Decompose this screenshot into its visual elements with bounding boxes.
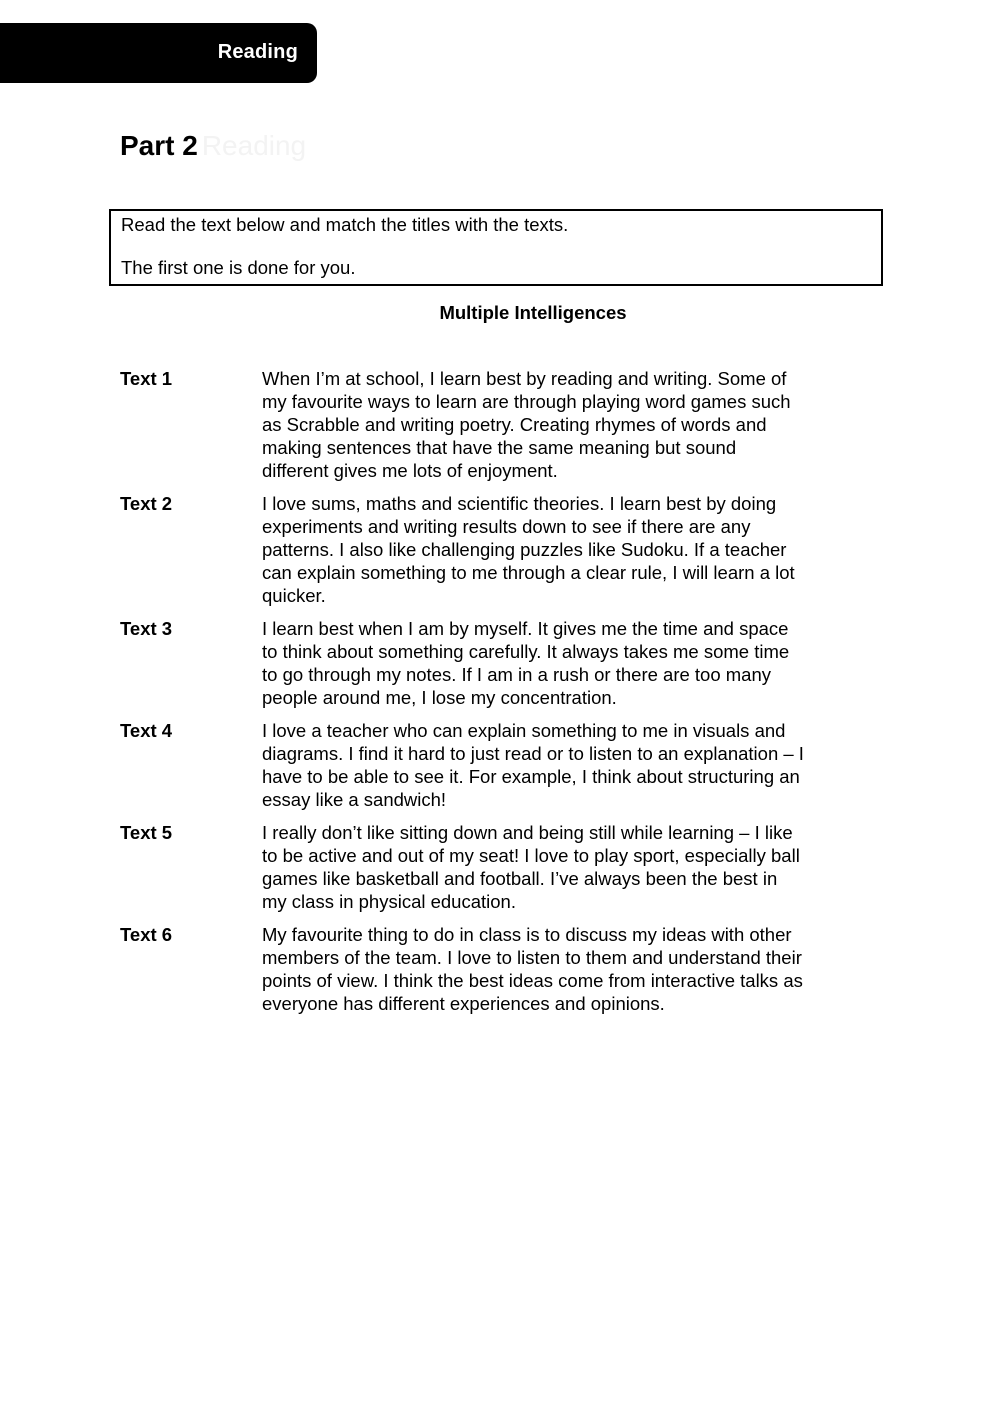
entry-label: Text 4 (120, 720, 173, 741)
part-subtitle-ghost: Reading (201, 130, 307, 161)
text-entry-6 (120, 923, 820, 1015)
entry-label: Text 2 (120, 493, 173, 514)
entry-label: Text 6 (120, 924, 173, 945)
instruction-box (109, 209, 883, 286)
section-tab (0, 23, 317, 83)
entry-label: Text 3 (120, 618, 173, 639)
entry-label: Text 1 (120, 368, 173, 389)
document-title: Multiple Intelligences (439, 302, 627, 323)
entry-text: When I’m at school, I learn best by reading and writing. Some of my favourite ways to learn are through playing word games such as Scrabble and writing poetry. Creating rhymes of words and making sentences that have the same meaning but sound different gives me lots of enjoyment. (262, 368, 791, 481)
text-entry-2 (120, 492, 820, 607)
part-title (120, 128, 306, 164)
section-tab-label: Reading (217, 41, 298, 63)
text-entry-1 (120, 367, 820, 482)
entry-text: I love a teacher who can explain something to me in visuals and diagrams. I find it hard to just read or to listen to an explanation – I have to be able to see it. For example, I think about structuring an essay like a sandwich! (262, 720, 804, 810)
instruction-line-2: The first one is done for you. (121, 257, 356, 278)
text-entry-4 (120, 719, 820, 811)
part-number: Part 2 (120, 130, 198, 161)
entry-text: I love sums, maths and scientific theories. I learn best by doing experiments and writing results down to see if there are any patterns. I also like challenging puzzles like Sudoku. If a teacher can explain something to me through a clear rule, I will learn a lot quicker. (262, 493, 795, 606)
text-entry-5 (120, 821, 820, 913)
instruction-line-1: Read the text below and match the titles with the texts. (121, 214, 569, 235)
entry-label: Text 5 (120, 822, 173, 843)
entry-text: My favourite thing to do in class is to discuss my ideas with other members of the team. I love to listen to them and understand their points of view. I think the best ideas come from interactive talks as everyone has different experiences and opinions. (262, 924, 803, 1014)
entry-text: I really don’t like sitting down and being still while learning – I like to be active and out of my seat! I love to play sport, especially ball games like basketball and football. I’ve always been the best in my class in physical education. (262, 822, 800, 912)
text-entries (120, 367, 820, 1025)
entry-text: I learn best when I am by myself. It gives me the time and space to think about something carefully. It always takes me some time to go through my notes. If I am in a rush or there are too many people around me, I lose my concentration. (262, 618, 790, 708)
text-entry-3 (120, 617, 820, 709)
